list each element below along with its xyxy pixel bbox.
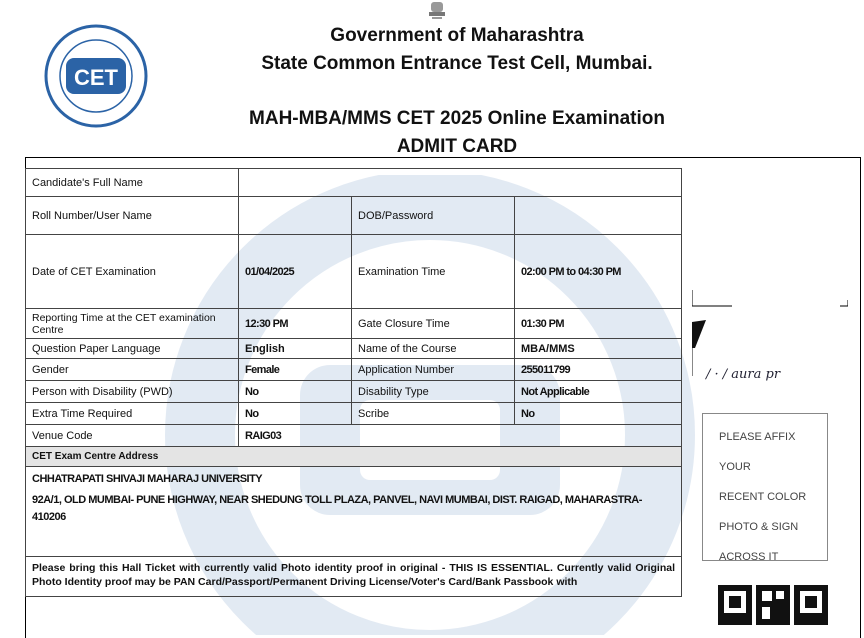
affix-photo-box (702, 413, 828, 561)
address-line-2: 92A/1, OLD MUMBAI- PUNE HIGHWAY, NEAR SHEDUNG TOLL PLAZA, PANVEL, NAVI MUMBAI, DIST. RAIGAD, MAHARASTRA-410206 (32, 494, 642, 523)
full-name-value (239, 169, 682, 197)
signature-area (692, 318, 848, 382)
pwd-label: Person with Disability (PWD) (26, 381, 239, 403)
exam-centre-address-heading: CET Exam Centre Address (26, 447, 682, 467)
exam-title: MAH-MBA/MMS CET 2025 Online Examination (249, 108, 665, 129)
venue-code-value: RAIG03 (239, 425, 682, 447)
application-number-value: 255011799 (515, 359, 682, 381)
signature-text: / · / aura pr (706, 367, 781, 382)
exam-date-label: Date of CET Examination (26, 235, 239, 309)
gate-closure-label: Gate Closure Time (352, 309, 515, 339)
language-label: Question Paper Language (26, 339, 239, 359)
disability-type-value: Not Applicable (515, 381, 682, 403)
dob-label: DOB/Password (352, 197, 515, 235)
exam-centre-address (26, 467, 682, 557)
course-label: Name of the Course (352, 339, 515, 359)
full-name-label: Candidate's Full Name (26, 169, 239, 197)
gate-closure-value: 01:30 PM (515, 309, 682, 339)
course-value: MBA/MMS (515, 339, 682, 359)
disability-type-label: Disability Type (352, 381, 515, 403)
reporting-time-value: 12:30 PM (239, 309, 352, 339)
venue-code-label: Venue Code (26, 425, 239, 447)
extra-time-label: Extra Time Required (26, 403, 239, 425)
gender-label: Gender (26, 359, 239, 381)
exam-time-label: Examination Time (352, 235, 515, 309)
admit-card-title: ADMIT CARD (396, 136, 518, 157)
photo-area (692, 180, 848, 312)
instructions-note: Please bring this Hall Ticket with currently valid Photo identity proof in original - THIS IS ESSENTIAL. Currently valid Original Photo Identity proof may be PAN Card/Passport/Permanent Driving License/Voter's Card/Bank Passbook with (26, 557, 682, 597)
dob-value (515, 197, 682, 235)
application-number-label: Application Number (352, 359, 515, 381)
cell-title: State Common Entrance Test Cell, Mumbai. (261, 53, 653, 74)
exam-time-value: 02:00 PM to 04:30 PM (515, 235, 682, 309)
pwd-value: No (239, 381, 352, 403)
scribe-value: No (515, 403, 682, 425)
qr-code-icon (718, 585, 828, 625)
state-emblem-icon (425, 0, 449, 22)
affix-line-2: RECENT COLOR (719, 491, 807, 503)
gender-value: Female (239, 359, 352, 381)
scribe-label: Scribe (352, 403, 515, 425)
cet-logo-text: CET (74, 65, 118, 90)
extra-time-value: No (239, 403, 352, 425)
language-value: English (239, 339, 352, 359)
roll-number-value (239, 197, 352, 235)
affix-line-3: PHOTO & SIGN (719, 521, 799, 533)
government-title: Government of Maharashtra (330, 25, 584, 46)
roll-number-label: Roll Number/User Name (26, 197, 239, 235)
reporting-time-label: Reporting Time at the CET examination Centre (26, 309, 239, 339)
candidate-details-table (25, 168, 682, 597)
exam-date-value: 01/04/2025 (239, 235, 352, 309)
affix-line-1: PLEASE AFFIX YOUR (719, 431, 796, 473)
affix-line-4: ACROSS IT (719, 551, 779, 563)
address-line-1: CHHATRAPATI SHIVAJI MAHARAJ UNIVERSITY (32, 473, 263, 485)
